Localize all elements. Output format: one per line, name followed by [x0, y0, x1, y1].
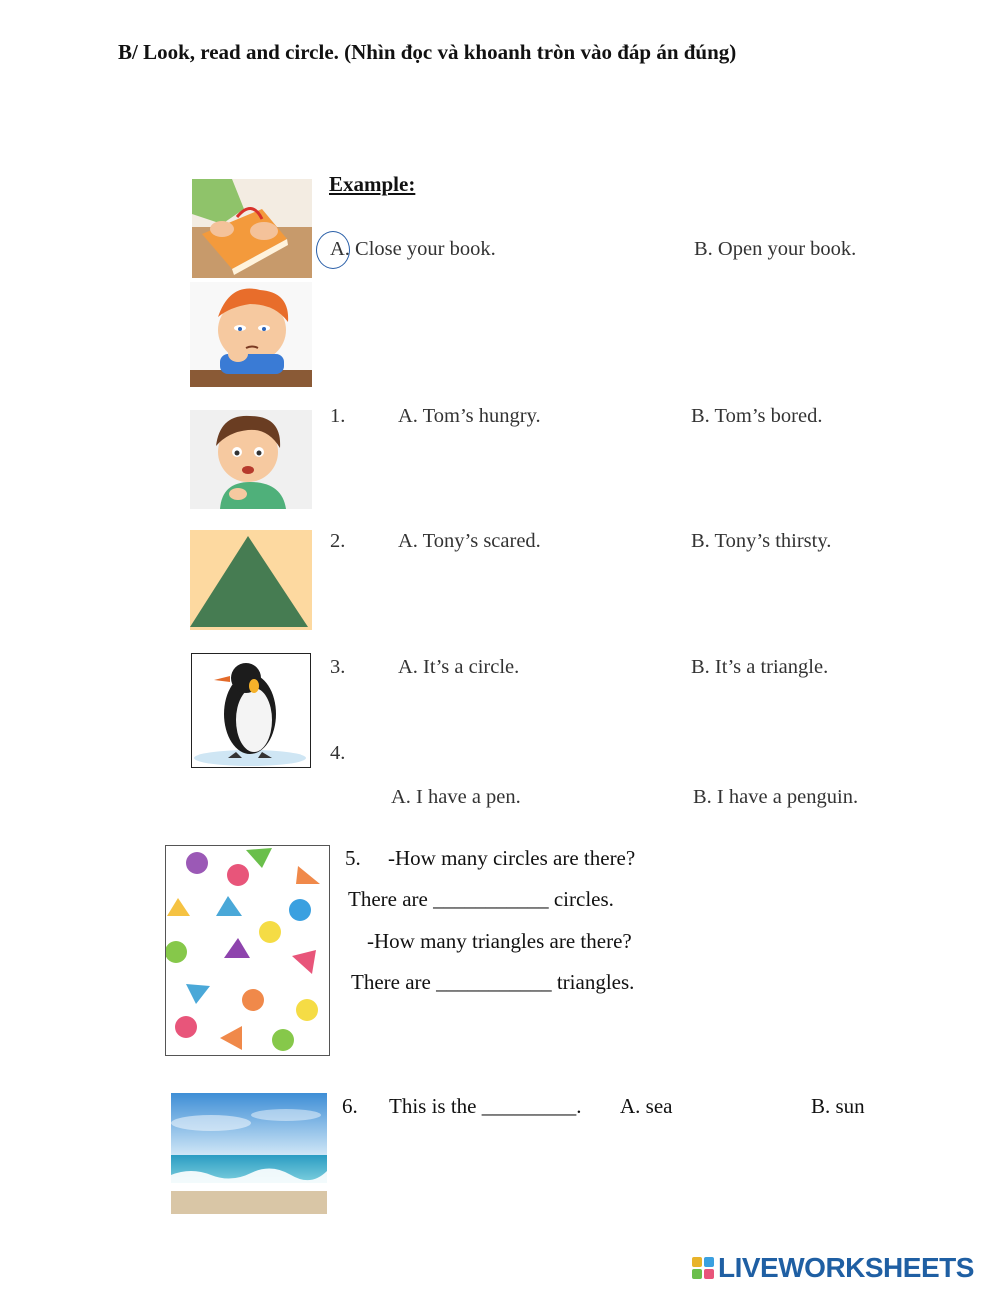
triangle-image — [190, 530, 312, 630]
question-2-option-a[interactable]: A. Tony’s scared. — [398, 530, 541, 552]
question-3-option-a[interactable]: A. It’s a circle. — [398, 656, 520, 678]
question-6-number: 6. — [342, 1094, 358, 1118]
close-book-image — [192, 179, 312, 278]
question-5-triangles-answer[interactable]: There are ___________ triangles. — [351, 970, 635, 994]
question-1-number: 1. — [330, 405, 346, 427]
hungry-boy-image — [190, 410, 312, 509]
logo-mark-icon — [692, 1257, 714, 1279]
question-6-option-b[interactable]: B. sun — [811, 1094, 865, 1118]
question-4-option-a[interactable]: A. I have a pen. — [391, 786, 521, 808]
penguin-image — [191, 653, 311, 768]
question-2-number: 2. — [330, 530, 346, 552]
worksheet-heading: B/ Look, read and circle. (Nhìn đọc và khoanh tròn vào đáp án đúng) — [118, 40, 737, 64]
question-4-number: 4. — [330, 742, 346, 764]
question-5-number: 5. — [345, 846, 361, 870]
shapes-image — [165, 845, 330, 1056]
question-5-circles-question: -How many circles are there? — [388, 846, 636, 870]
question-5-circles-answer[interactable]: There are ___________ circles. — [348, 887, 614, 911]
question-4-option-b[interactable]: B. I have a penguin. — [693, 786, 859, 808]
logo-text: LIVEWORKSHEETS — [718, 1252, 974, 1283]
question-1-option-b[interactable]: B. Tom’s bored. — [691, 405, 823, 427]
question-5-triangles-question: -How many triangles are there? — [367, 929, 632, 953]
question-2-option-b[interactable]: B. Tony’s thirsty. — [691, 530, 832, 552]
question-1-option-a[interactable]: A. Tom’s hungry. — [398, 405, 541, 427]
example-option-b[interactable]: B. Open your book. — [694, 238, 857, 260]
example-label: Example: — [329, 172, 416, 196]
question-3-number: 3. — [330, 656, 346, 678]
question-6-option-a[interactable]: A. sea — [620, 1094, 673, 1118]
question-6-sentence[interactable]: This is the _________. — [389, 1094, 582, 1118]
example-option-a[interactable]: A. Close your book. — [330, 238, 496, 260]
question-3-option-b[interactable]: B. It’s a triangle. — [691, 656, 829, 678]
liveworksheets-logo — [692, 1252, 974, 1284]
bored-boy-image — [190, 282, 312, 387]
sea-image — [171, 1093, 327, 1214]
